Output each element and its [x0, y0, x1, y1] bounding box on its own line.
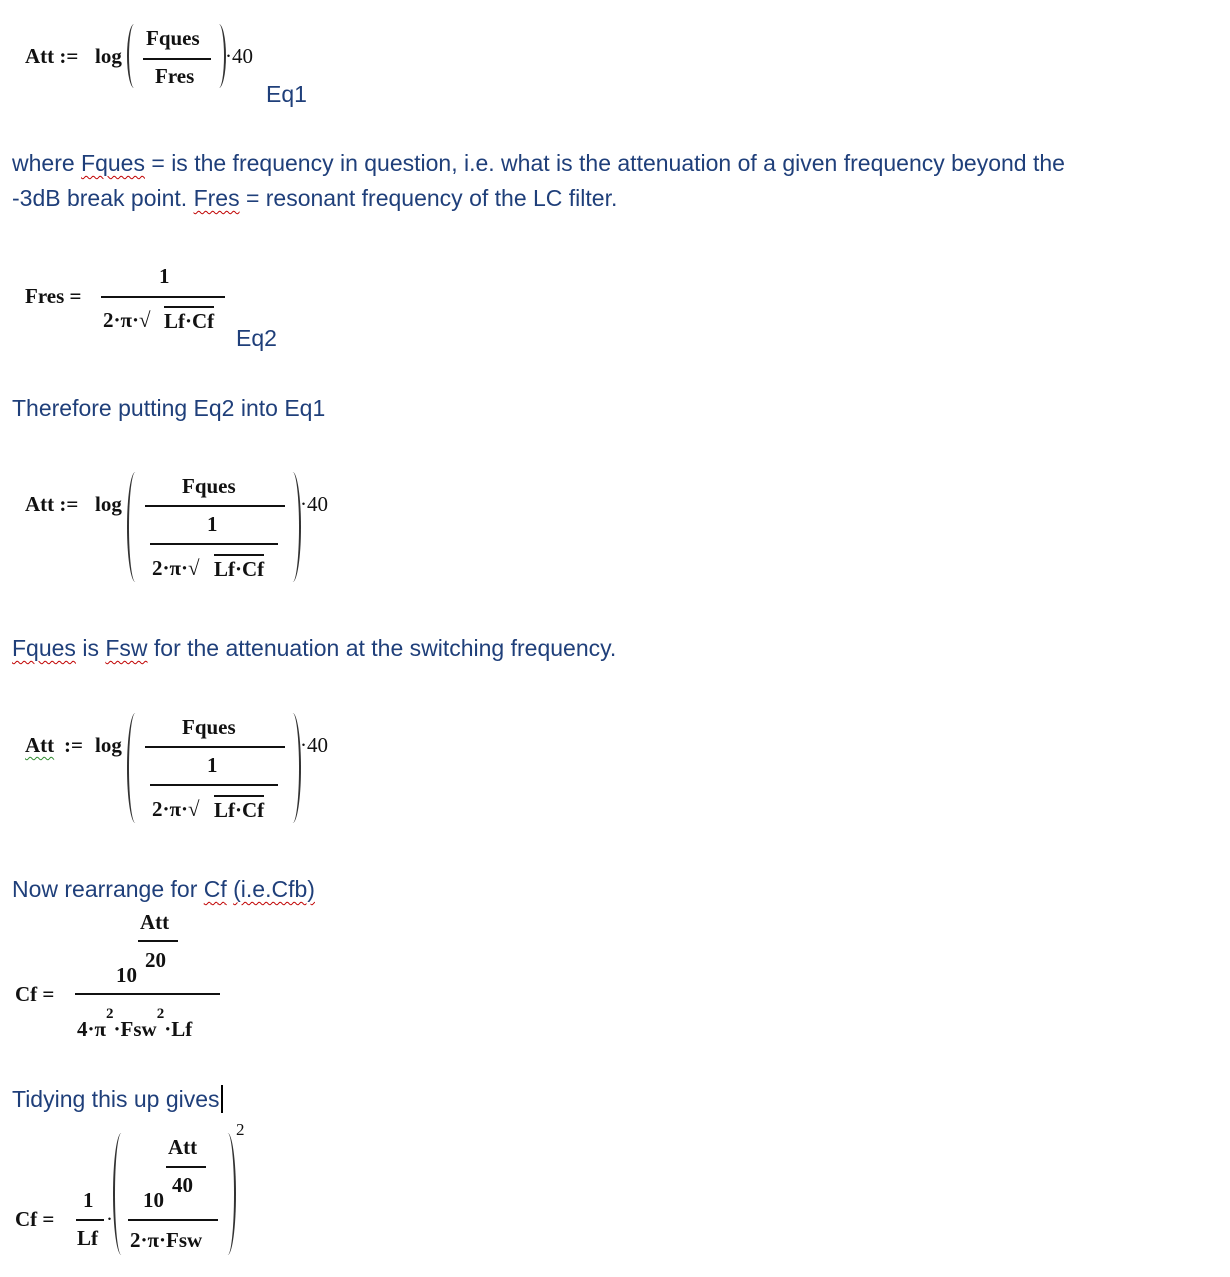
eq2-label: Eq2 — [236, 325, 277, 351]
exponent: 2 — [106, 1006, 114, 1022]
eq6-exp-denominator: 40 — [172, 1173, 193, 1197]
exponent-fraction-bar — [138, 940, 178, 942]
spellcheck-term: Cf — [203, 876, 227, 902]
eq1-multiplier: ·40 — [225, 44, 253, 68]
spellcheck-term: Fques — [12, 635, 76, 661]
eq1-log: log — [95, 44, 122, 68]
eq3-lhs: Att := — [25, 492, 79, 516]
eq5-base: 10 — [116, 963, 137, 987]
text-run: is — [75, 635, 106, 661]
eq6-base: 10 — [143, 1188, 164, 1212]
eq2-lhs: Fres = — [25, 284, 82, 308]
eq1-label: Eq1 — [266, 81, 307, 107]
fraction-bar — [76, 1219, 104, 1221]
fraction-bar — [145, 746, 285, 748]
paragraph-tidying — [12, 1082, 223, 1117]
paragraph-fsw — [12, 631, 616, 666]
left-paren — [127, 472, 141, 582]
eq5-exp-denominator: 20 — [145, 948, 166, 972]
spellcheck-term: Fres — [193, 185, 240, 211]
eq4-inner-denom-prefix: 2·π·√ — [152, 797, 200, 821]
spellcheck-term: (i.e.Cfb) — [233, 876, 315, 902]
paragraph-rearrange — [12, 872, 315, 907]
paragraph-definitions — [12, 146, 1065, 216]
right-paren — [222, 1133, 236, 1255]
eq5-lhs: Cf = — [15, 982, 55, 1006]
eq6-inner-denominator: 2·π·Fsw — [130, 1228, 203, 1252]
eq4-lhs-op: := — [64, 733, 83, 757]
eq1-numerator: Fques — [146, 26, 200, 50]
right-paren — [287, 472, 301, 582]
text-run: = is the frequency in question, i.e. what is the attenuation of a given frequency beyond the — [144, 150, 1065, 176]
paragraph-line-1 — [12, 146, 1065, 181]
text-run: where — [12, 150, 82, 176]
eq3-inner-numerator: 1 — [207, 512, 218, 536]
eq4-inner-numerator: 1 — [207, 753, 218, 777]
fraction-bar — [101, 296, 225, 298]
eq3-inner-radicand: Lf·Cf — [214, 554, 264, 582]
eq2-numerator: 1 — [159, 264, 170, 288]
eq5-exp-numerator: Att — [140, 910, 170, 934]
fraction-bar — [145, 505, 285, 507]
fraction-bar — [75, 993, 220, 995]
eq1-denominator: Fres — [155, 64, 195, 88]
eq4-lhs-term: Att — [25, 733, 55, 757]
eq6-dot: · — [106, 1207, 113, 1231]
right-paren — [287, 713, 301, 823]
exponent-fraction-bar — [166, 1166, 206, 1168]
eq6-frac-numerator: 1 — [83, 1188, 94, 1212]
text-run: Tidying this up gives — [12, 1086, 220, 1112]
eq3-inner-denom-prefix: 2·π·√ — [152, 556, 200, 580]
left-paren — [127, 24, 139, 88]
text-run: for the attenuation at the switching frequency. — [147, 635, 617, 661]
eq2-denom-prefix: 2·π·√ — [103, 308, 151, 332]
text-run: ·Fsw — [113, 1017, 157, 1041]
inner-fraction-bar — [128, 1219, 218, 1221]
eq6-frac-denominator: Lf — [77, 1226, 98, 1250]
text-run: ·Lf — [164, 1017, 193, 1041]
left-paren — [127, 713, 141, 823]
eq4-numerator: Fques — [182, 715, 236, 739]
eq4-inner-radicand: Lf·Cf — [214, 795, 264, 823]
left-paren — [113, 1133, 127, 1255]
eq4-multiplier: ·40 — [300, 733, 328, 757]
eq4-log: log — [95, 733, 122, 757]
spellcheck-term: Fsw — [105, 635, 148, 661]
eq6-exp-numerator: Att — [168, 1135, 198, 1159]
inner-fraction-bar — [150, 784, 278, 786]
eq2-radicand: Lf·Cf — [164, 306, 214, 334]
eq6-lhs: Cf = — [15, 1207, 55, 1231]
spellcheck-term: Fques — [81, 150, 145, 176]
exponent: 2 — [156, 1006, 165, 1022]
eq1-lhs: Att := — [25, 44, 79, 68]
eq3-numerator: Fques — [182, 474, 236, 498]
eq6-power: 2 — [236, 1120, 245, 1139]
paragraph-substitution: Therefore putting Eq2 into Eq1 — [12, 395, 326, 421]
paragraph-line-2 — [12, 181, 1065, 216]
text-run: -3dB break point. — [12, 185, 194, 211]
inner-fraction-bar — [150, 543, 278, 545]
eq3-multiplier: ·40 — [300, 492, 328, 516]
eq3-log: log — [95, 492, 122, 516]
text-run: = resonant frequency of the LC filter. — [239, 185, 618, 211]
text-run: 4·π — [77, 1017, 107, 1041]
text-run: Now rearrange for — [12, 876, 204, 902]
text-cursor — [221, 1085, 223, 1113]
eq5-denominator — [77, 1006, 193, 1042]
fraction-bar — [143, 58, 211, 60]
